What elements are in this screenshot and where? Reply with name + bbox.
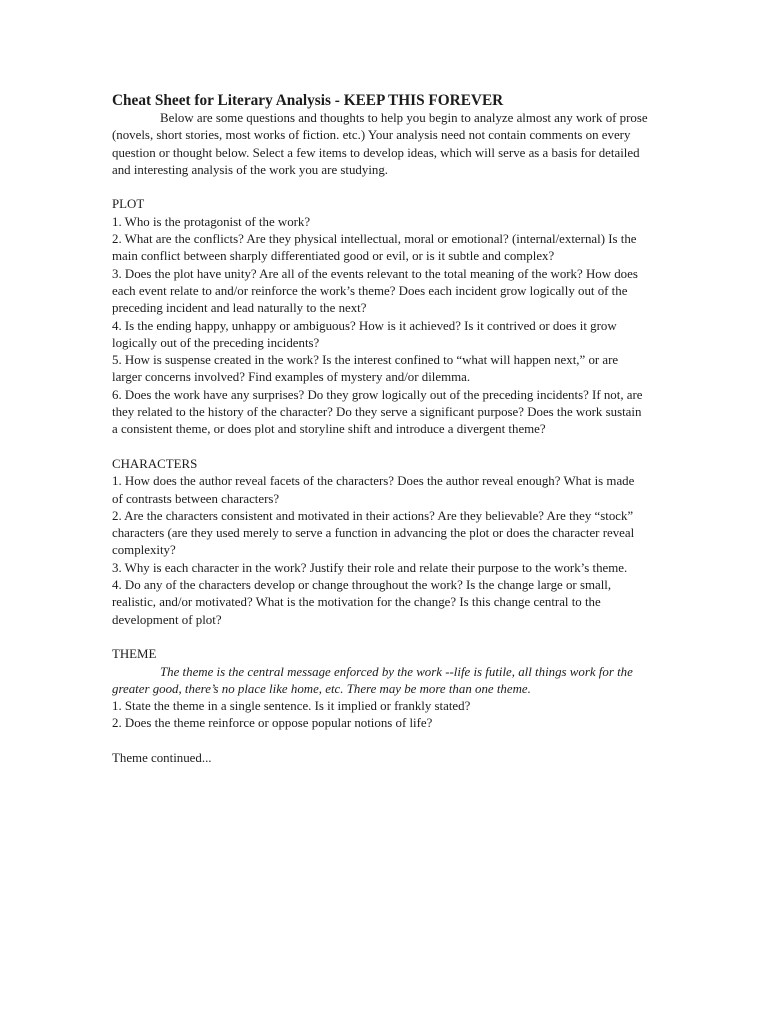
section-plot	[112, 196, 648, 438]
section-heading-theme: THEME	[112, 647, 157, 662]
section-heading-plot: PLOT	[112, 197, 145, 212]
plot-item-3: 3. Does the plot have unity? Are all of the events relevant to the total meaning of the work? How does each event relate to and/or reinforce the work’s theme? Does each incident grow logically out of the preceding incident and lead naturally to the next?	[112, 266, 638, 316]
theme-definition: The theme is the central message enforced by the work --life is futile, all things work for the greater good, there’s no place like home, etc. There may be more than one theme.	[112, 664, 633, 696]
characters-item-3: 3. Why is each character in the work? Justify their role and relate their purpose to the work’s theme.	[112, 560, 628, 575]
document	[112, 91, 648, 767]
plot-item-4: 4. Is the ending happy, unhappy or ambiguous? How is it achieved? Is it contrived or does it grow logically out of the preceding incidents?	[112, 318, 617, 350]
theme-item-1: 1. State the theme in a single sentence. Is it implied or frankly stated?	[112, 699, 471, 714]
section-heading-characters: CHARACTERS	[112, 456, 198, 471]
plot-item-2: 2. What are the conflicts? Are they physical intellectual, moral or emotional? (internal/external) Is the main conflict between sharply differentiated good or evil, or is it subtle and complex?	[112, 232, 637, 264]
section-characters	[112, 456, 648, 629]
continued-note: Theme continued...	[112, 750, 212, 765]
characters-item-1: 1. How does the author reveal facets of the characters? Does the author reveal enough? What is made of contrasts between characters?	[112, 474, 635, 506]
plot-item-5: 5. How is suspense created in the work? Is the interest confined to “what will happen next,” or are larger concerns involved? Find examples of mystery and/or dilemma.	[112, 353, 619, 385]
characters-item-4: 4. Do any of the characters develop or change throughout the work? Is the change large or small, realistic, and/or motivated? What is the motivation for the change? Is this change central to the development of plot?	[112, 578, 612, 627]
theme-item-2: 2. Does the theme reinforce or oppose popular notions of life?	[112, 716, 433, 731]
characters-item-2: 2. Are the characters consistent and motivated in their actions? Are they believable? Are they “stock” characters (are they used merely to serve a function in advancing the plot or does the character reveal complexity?	[112, 508, 635, 558]
section-theme	[112, 646, 648, 732]
plot-item-6: 6. Does the work have any surprises? Do they grow logically out of the preceding incidents? If not, are they related to the history of the character? Do they serve a significant purpose? Does the work sustain a consistent theme, or does plot and storyline shift and introduce a divergent theme?	[112, 387, 643, 437]
document-title: Cheat Sheet for Literary Analysis - KEEP THIS FOREVER	[112, 92, 504, 109]
intro-paragraph: Below are some questions and thoughts to help you begin to analyze almost any work of prose (novels, short stories, most works of fiction. etc.) Your analysis need not contain comments on every question or thought below. Select a few items to develop ideas, which will serve as a basis for detailed and interesting analysis of the work you are studying.	[112, 111, 648, 177]
plot-item-1: 1. Who is the protagonist of the work?	[112, 214, 311, 229]
